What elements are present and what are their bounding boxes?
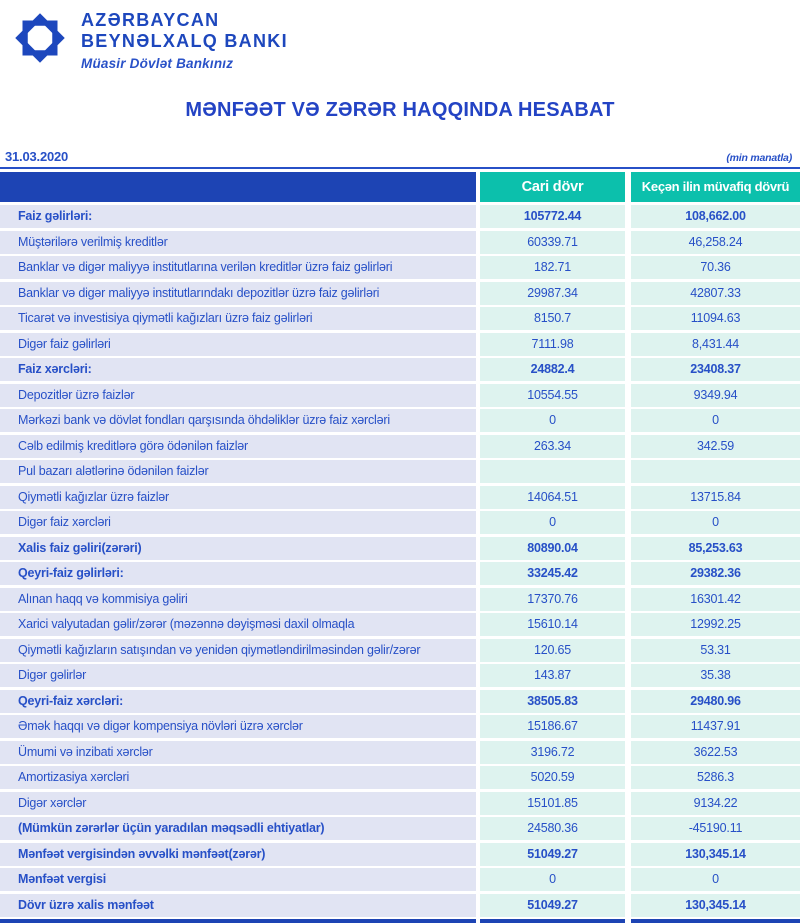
row-previous-value: 35.38 [631, 664, 800, 687]
row-label: Banklar və digər maliyyə institutlarındakı depozitlər üzrə faiz gəlirləri [0, 282, 476, 305]
header-label-bar [0, 172, 476, 202]
table-row [0, 282, 800, 305]
row-label: Ticarət və investisiya qiymətli kağızları üzrə faiz gəlirləri [0, 307, 476, 330]
row-label: Qeyri-faiz xərcləri: [0, 690, 476, 713]
iba-knot-star-icon [12, 10, 68, 71]
row-current-value: 38505.83 [480, 690, 625, 713]
row-current-value: 8150.7 [480, 307, 625, 330]
table-row [0, 409, 800, 432]
row-label: Depozitlər üzrə faizlər [0, 384, 476, 407]
row-current-value: 24580.36 [480, 817, 625, 840]
row-previous-value: 9134.22 [631, 792, 800, 815]
row-previous-value: 0 [631, 868, 800, 891]
row-previous-value: 108,662.00 [631, 205, 800, 228]
row-label: Dövr üzrə xalis mənfəət [0, 894, 476, 917]
column-header-current: Cari dövr [480, 172, 625, 202]
table-row [0, 486, 800, 509]
table-row [0, 843, 800, 866]
row-previous-value: 53.31 [631, 639, 800, 662]
table-row [0, 766, 800, 789]
row-current-value [480, 460, 625, 483]
row-current-value: 120.65 [480, 639, 625, 662]
bottom-bar-segment [0, 919, 476, 923]
row-current-value: 7111.98 [480, 333, 625, 356]
row-label: (Mümkün zərərlər üçün yaradılan məqsədli ehtiyatlar) [0, 817, 476, 840]
table-row [0, 741, 800, 764]
table-row [0, 307, 800, 330]
row-current-value: 14064.51 [480, 486, 625, 509]
table-row [0, 205, 800, 228]
table-row [0, 588, 800, 611]
brand-name-line2: BEYNƏLXALQ BANKI [81, 31, 288, 51]
table-row [0, 511, 800, 534]
row-previous-value: 11437.91 [631, 715, 800, 738]
table-row [0, 333, 800, 356]
table-row [0, 894, 800, 917]
table-row [0, 613, 800, 636]
column-header-previous: Keçən ilin müvafiq dövrü [631, 172, 800, 202]
row-current-value: 15186.67 [480, 715, 625, 738]
row-current-value: 143.87 [480, 664, 625, 687]
row-previous-value: -45190.11 [631, 817, 800, 840]
brand-name-line1: AZƏRBAYCAN [81, 10, 220, 30]
row-previous-value: 8,431.44 [631, 333, 800, 356]
table-row [0, 792, 800, 815]
row-previous-value: 29382.36 [631, 562, 800, 585]
report-date: 31.03.2020 [5, 149, 69, 164]
brand-header [12, 8, 288, 71]
table-row [0, 358, 800, 381]
row-label: Digər xərclər [0, 792, 476, 815]
row-previous-value: 130,345.14 [631, 843, 800, 866]
row-label: Xalis faiz gəliri(zərəri) [0, 537, 476, 560]
row-label: Banklar və digər maliyyə institutlarına verilən kreditlər üzrə faiz gəlirləri [0, 256, 476, 279]
row-label: Pul bazarı alətlərinə ödənilən faizlər [0, 460, 476, 483]
row-label: Əmək haqqı və digər kompensiya növləri üzrə xərclər [0, 715, 476, 738]
row-previous-value: 0 [631, 511, 800, 534]
unit-note: (min manatla) [726, 152, 792, 164]
row-previous-value: 9349.94 [631, 384, 800, 407]
row-current-value: 51049.27 [480, 894, 625, 917]
row-previous-value: 13715.84 [631, 486, 800, 509]
brand-text [81, 8, 288, 71]
row-current-value: 105772.44 [480, 205, 625, 228]
row-previous-value: 29480.96 [631, 690, 800, 713]
row-current-value: 15610.14 [480, 613, 625, 636]
bottom-bar-segment [631, 919, 800, 923]
table-row [0, 664, 800, 687]
row-previous-value: 3622.53 [631, 741, 800, 764]
table-bottom-bar [0, 919, 800, 923]
row-label: Ümumi və inzibati xərclər [0, 741, 476, 764]
row-label: Faiz xərcləri: [0, 358, 476, 381]
row-label: Digər gəlirlər [0, 664, 476, 687]
row-current-value: 17370.76 [480, 588, 625, 611]
row-previous-value: 11094.63 [631, 307, 800, 330]
row-label: Digər faiz gəlirləri [0, 333, 476, 356]
row-previous-value: 130,345.14 [631, 894, 800, 917]
row-current-value: 60339.71 [480, 231, 625, 254]
row-current-value: 15101.85 [480, 792, 625, 815]
row-previous-value: 0 [631, 409, 800, 432]
row-previous-value: 23408.37 [631, 358, 800, 381]
row-current-value: 80890.04 [480, 537, 625, 560]
row-previous-value: 12992.25 [631, 613, 800, 636]
table-row [0, 256, 800, 279]
brand-tagline: Müasir Dövlət Bankınız [81, 56, 234, 71]
table-row [0, 817, 800, 840]
divider-rule [0, 167, 800, 169]
row-label: Amortizasiya xərcləri [0, 766, 476, 789]
table-row [0, 562, 800, 585]
row-label: Qiymətli kağızların satışından və yenidən qiymətləndirilməsindən gəlir/zərər [0, 639, 476, 662]
table-row [0, 384, 800, 407]
row-previous-value: 16301.42 [631, 588, 800, 611]
page-title: MƏNFƏƏT VƏ ZƏRƏR HAQQINDA HESABAT [185, 99, 615, 121]
table-row [0, 435, 800, 458]
row-previous-value: 85,253.63 [631, 537, 800, 560]
row-label: Xarici valyutadan gəlir/zərər (məzənnə dəyişməsi daxil olmaqla [0, 613, 476, 636]
row-label: Alınan haqq və kommisiya gəliri [0, 588, 476, 611]
row-current-value: 0 [480, 511, 625, 534]
row-label: Mənfəət vergisi [0, 868, 476, 891]
row-label: Qeyri-faiz gəlirləri: [0, 562, 476, 585]
table-row [0, 460, 800, 483]
row-label: Faiz gəlirləri: [0, 205, 476, 228]
table-row [0, 639, 800, 662]
row-current-value: 0 [480, 409, 625, 432]
table-body [0, 205, 800, 917]
row-label: Digər faiz xərcləri [0, 511, 476, 534]
row-current-value: 182.71 [480, 256, 625, 279]
bottom-bar-segment [480, 919, 625, 923]
table-row [0, 715, 800, 738]
row-label: Müştərilərə verilmiş kreditlər [0, 231, 476, 254]
row-label: Mərkəzi bank və dövlət fondları qarşısında öhdəliklər üzrə faiz xərcləri [0, 409, 476, 432]
row-current-value: 51049.27 [480, 843, 625, 866]
row-current-value: 33245.42 [480, 562, 625, 585]
profit-loss-table [0, 172, 800, 923]
row-label: Cəlb edilmiş kreditlərə görə ödənilən faizlər [0, 435, 476, 458]
row-current-value: 5020.59 [480, 766, 625, 789]
row-label: Mənfəət vergisindən əvvəlki mənfəət(zərər) [0, 843, 476, 866]
table-header-row [0, 172, 800, 202]
row-current-value: 10554.55 [480, 384, 625, 407]
row-label: Qiymətli kağızlar üzrə faizlər [0, 486, 476, 509]
row-previous-value: 70.36 [631, 256, 800, 279]
row-previous-value: 46,258.24 [631, 231, 800, 254]
row-previous-value: 342.59 [631, 435, 800, 458]
row-previous-value [631, 460, 800, 483]
table-row [0, 868, 800, 891]
table-row [0, 537, 800, 560]
row-current-value: 0 [480, 868, 625, 891]
row-current-value: 29987.34 [480, 282, 625, 305]
row-current-value: 24882.4 [480, 358, 625, 381]
row-current-value: 263.34 [480, 435, 625, 458]
table-row [0, 231, 800, 254]
table-row [0, 690, 800, 713]
row-previous-value: 42807.33 [631, 282, 800, 305]
row-previous-value: 5286.3 [631, 766, 800, 789]
row-current-value: 3196.72 [480, 741, 625, 764]
